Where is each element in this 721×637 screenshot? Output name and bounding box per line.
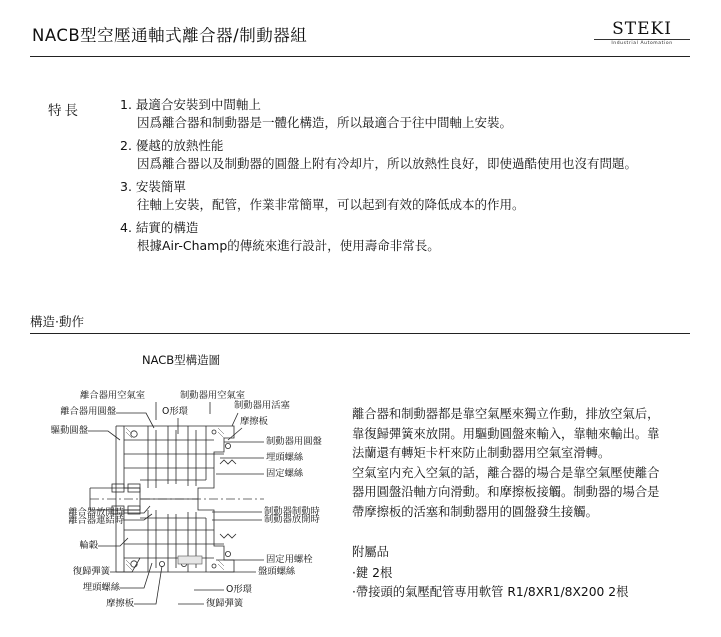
diagram-caption: NACB型構造圖 [142, 353, 221, 367]
accessories-title: 附屬品 [352, 545, 389, 559]
diagram-label-flat-head-screw: 埋頭螺絲 [82, 582, 120, 593]
list-item [120, 219, 660, 255]
description-line: 帶摩擦板的活塞和制動器用的圓盤發生接觸。 [352, 504, 598, 519]
diagram-label-flat-head-screw-right: 埋頭螺絲 [266, 452, 304, 463]
page-header [30, 18, 690, 57]
list-item [120, 137, 660, 173]
diagram-label-clutch-engage: 離合器連結時 [68, 515, 124, 526]
accessories-block [352, 543, 697, 602]
features-label: 特長 [48, 103, 81, 119]
cross-section-diagram [28, 368, 348, 630]
list-item [120, 178, 660, 214]
diagram-label-hub: 輪轂 [79, 540, 98, 551]
accessories-line: ·帶接頭的氣壓配管専用軟管 R1/8XR1/8X200 2根 [352, 585, 629, 599]
feature-body: 根據Air-Champ的傳統來進行設計，使用壽命非常長。 [137, 238, 440, 253]
company-logo [594, 20, 690, 46]
features-list [120, 96, 660, 260]
feature-heading: 2. 優越的放熱性能 [120, 138, 224, 153]
accessories-line: ·鍵 2根 [352, 566, 393, 580]
diagram-label-o-ring-bottom: O形環 [226, 584, 252, 595]
diagram-label-clutch-air-chamber: 離合器用空氣室 [80, 390, 146, 401]
feature-heading: 4. 結實的構造 [120, 220, 199, 235]
diagram-label-friction-plate-top: 摩擦板 [240, 416, 268, 427]
diagram-label-return-spring-bottom: 復歸彈簧 [206, 598, 244, 609]
diagram-label-clutch-disc: 離合器用圓盤 [60, 406, 116, 417]
structure-description [352, 405, 692, 522]
page-title: NACB型空壓通軸式離合器/制動器組 [32, 26, 308, 45]
diagram-label-brake-air-chamber: 制動器用空氣室 [180, 390, 246, 401]
feature-body: 因爲離合器和制動器是一體化構造，所以最適合于往中間軸上安裝。 [137, 115, 513, 130]
description-line: 離合器和制動器都是靠空氣壓來獨立作動，排放空氣后， [352, 407, 660, 421]
description-line: 器用圓盤沿軸方向滑動。和摩擦板接觸。制動器的場合是 [352, 485, 660, 499]
diagram-label-brake-released: 制動器放開時 [264, 514, 320, 525]
diagram-label-o-ring-top: O形環 [162, 406, 188, 417]
logo-tagline: Industrial Automation [594, 39, 690, 46]
description-line: 靠復歸彈簧來放開。用驅動圓盤來輸入，靠軸來輸出。靠 [352, 426, 660, 441]
feature-body: 因爲離合器以及制動器的圓盤上附有冷却片，所以放熱性良好，即使過酷使用也沒有問題。 [137, 156, 638, 171]
diagram-label-pan-head-screw: 盤頭螺絲 [258, 566, 296, 577]
feature-heading: 3. 安裝簡單 [120, 179, 186, 194]
diagram-label-brake-piston: 制動器用活塞 [234, 400, 290, 411]
section-divider [30, 333, 690, 334]
list-item [120, 96, 660, 132]
diagram-label-friction-plate: 摩擦板 [106, 598, 134, 609]
feature-heading: 1. 最適合安裝到中間軸上 [120, 97, 261, 112]
diagram-label-drive-disc: 驅動圓盤 [50, 425, 88, 436]
diagram-label-clutch-release: 離合器放開時 [68, 507, 124, 518]
diagram-label-return-spring: 復歸彈簧 [72, 566, 110, 577]
logo-wordmark: STEKI [612, 19, 672, 39]
diagram-label-brake-disc: 制動器用圓盤 [266, 436, 322, 447]
description-line: 空氣室内充入空氣的話，離合器的場合是靠空氣壓使離合 [352, 465, 660, 480]
feature-body: 往軸上安裝，配管，作業非常簡單，可以起到有效的降低成本的作用。 [137, 197, 525, 212]
diagram-label-set-screw: 固定螺絲 [266, 468, 304, 479]
description-line: 法蘭還有轉矩卡杆來防止制動器用空氣室滑轉。 [352, 446, 611, 460]
section-title-structure: 構造·動作 [30, 314, 84, 329]
diagram-label-brake-engaged: 制動器制動時 [264, 506, 320, 517]
diagram-label-fixing-bolt: 固定用螺栓 [266, 554, 313, 565]
